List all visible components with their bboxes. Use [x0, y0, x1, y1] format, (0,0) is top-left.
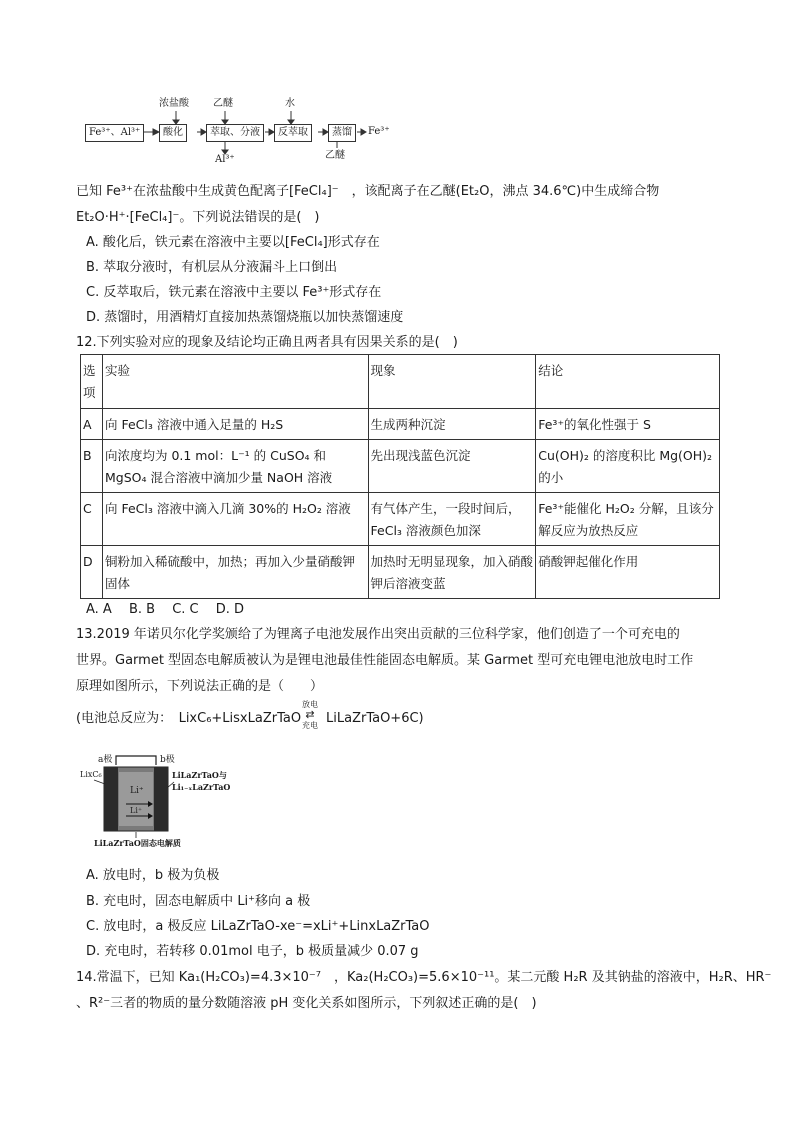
flow-step-back-extract: 反萃取	[274, 124, 312, 142]
q13-stem-line1: 13.2019 年诺贝尔化学奖颁给了为锂离子电池发展作出突出贡献的三位科学家，他们创造了一个可充电的	[76, 627, 680, 642]
fig-caption: LiLaZrTaO固态电解质	[94, 838, 181, 848]
fig-lic6-label: LixC₆	[80, 770, 102, 779]
q12-options: A. A B. B C. C D. D	[86, 602, 245, 617]
row-d-option: D	[81, 546, 103, 599]
q13-stem-line2: 世界。Garmet 型固态电解质被认为是锂电池最佳性能固态电解质。某 Garmet 型可充电锂电池放电时工作	[76, 653, 694, 668]
flow-reagent-water: 水	[285, 98, 295, 109]
fig-b-label: b极	[160, 755, 175, 765]
row-c-conclusion: Fe³⁺能催化 H₂O₂ 分解，且该分解反应为放热反应	[536, 493, 720, 546]
table-row	[81, 409, 720, 440]
header-phenomenon: 现象	[368, 355, 536, 409]
flow-byproduct-al: Al³⁺	[215, 154, 235, 165]
flow-reagent-hcl: 浓盐酸	[159, 98, 189, 109]
q11-stem-line2: Et₂O·H⁺·[FeCl₄]⁻。下列说法错误的是( )	[76, 210, 320, 225]
header-conclusion: 结论	[536, 355, 720, 409]
q14-stem-line1: 14.常温下，已知 Ka₁(H₂CO₃)=4.3×10⁻⁷ ，Ka₂(H₂CO₃)=5.6×10⁻¹¹。某二元酸 H₂R 及其钠盐的溶液中，H₂R、HR⁻	[76, 970, 772, 985]
fig-right-top-label: LiLaZrTaO与	[172, 770, 227, 780]
q11-option-b: B. 萃取分液时，有机层从分液漏斗上口倒出	[86, 260, 338, 275]
row-b-phenomenon: 先出现浅蓝色沉淀	[368, 440, 536, 493]
header-experiment: 实验	[102, 355, 368, 409]
flow-reagent-ether: 乙醚	[213, 98, 233, 109]
q13-stem-line3: 原理如图所示，下列说法正确的是（ ）	[76, 679, 324, 694]
fig-a-label: a极	[98, 755, 113, 765]
header-option: 选项	[81, 355, 103, 409]
reaction-discharge-label: 放电	[302, 700, 318, 709]
table-row	[81, 440, 720, 493]
row-d-phenomenon: 加热时无明显现象，加入硝酸钾后溶液变蓝	[368, 546, 536, 599]
q13-option-b: B. 充电时，固态电解质中 Li⁺移向 a 极	[86, 894, 311, 909]
flow-output: Fe³⁺	[368, 126, 390, 137]
row-c-option: C	[81, 493, 103, 546]
process-flow-diagram	[85, 98, 505, 166]
q12-table	[80, 354, 720, 599]
flow-step-acidify: 酸化	[159, 124, 187, 142]
flow-step-extract: 萃取、分液	[206, 124, 264, 142]
row-c-phenomenon: 有气体产生，一段时间后，FeCl₃ 溶液颜色加深	[368, 493, 536, 546]
row-d-conclusion: 硝酸钾起催化作用	[536, 546, 720, 599]
battery-drawing	[78, 752, 248, 850]
row-a-conclusion: Fe³⁺的氧化性强于 S	[536, 409, 720, 440]
row-d-experiment: 铜粉加入稀硫酸中，加热；再加入少量硝酸钾固体	[102, 546, 368, 599]
table-row	[81, 546, 720, 599]
row-a-option: A	[81, 409, 103, 440]
flow-step-distill: 蒸馏	[328, 124, 356, 142]
q13-option-c: C. 放电时，a 极反应 LiLaZrTaO-xe⁻=xLi⁺+LinxLaZrTaO	[86, 919, 430, 934]
fig-right-bottom-label: Li₁₋ₓLaZrTaO	[172, 782, 231, 792]
reaction-charge-label: 充电	[302, 721, 318, 730]
q11-option-a: A. 酸化后，铁元素在溶液中主要以[FeCl₄]形式存在	[86, 235, 380, 250]
fig-li-ion-2: Li⁺	[130, 806, 143, 815]
double-arrow-icon: ⇄	[305, 708, 315, 721]
q13-reaction-right: LiLaZrTaO+6C)	[326, 711, 424, 726]
q11-option-c: C. 反萃取后，铁元素在溶液中主要以 Fe³⁺形式存在	[86, 285, 382, 300]
q13-reaction-left: (电池总反应为： LixC₆+LisxLaZrTaO	[76, 711, 302, 726]
table-header-row	[81, 355, 720, 409]
row-b-option: B	[81, 440, 103, 493]
row-c-experiment: 向 FeCl₃ 溶液中滴入几滴 30%的 H₂O₂ 溶液	[102, 493, 368, 546]
flow-input-box: Fe³⁺、Al³⁺	[85, 124, 144, 142]
q13-option-d: D. 充电时，若转移 0.01mol 电子，b 极质量减少 0.07 g	[86, 944, 419, 959]
q11-stem-line1: 已知 Fe³⁺在浓盐酸中生成黄色配离子[FeCl₄]⁻ ，该配离子在乙醚(Et₂O，沸点 34.6℃)中生成缔合物	[76, 184, 660, 199]
battery-diagram	[78, 752, 248, 850]
q12-stem: 12.下列实验对应的现象及结论均正确且两者具有因果关系的是( )	[76, 335, 458, 350]
q11-option-d: D. 蒸馏时，用酒精灯直接加热蒸馏烧瓶以加快蒸馏速度	[86, 310, 404, 325]
q13-option-a: A. 放电时，b 极为负极	[86, 868, 220, 883]
row-b-experiment: 向浓度均为 0.1 mol：L⁻¹ 的 CuSO₄ 和 MgSO₄ 混合溶液中滴加少量 NaOH 溶液	[102, 440, 368, 493]
reaction-arrows	[299, 700, 321, 736]
q14-stem-line2: 、R²⁻三者的物质的量分数随溶液 pH 变化关系如图所示，下列叙述正确的是( )	[76, 996, 537, 1011]
row-b-conclusion: Cu(OH)₂ 的溶度积比 Mg(OH)₂ 的小	[536, 440, 720, 493]
fig-li-ion-1: Li⁺	[130, 786, 144, 796]
flow-byproduct-ether: 乙醚	[325, 150, 345, 161]
row-a-experiment: 向 FeCl₃ 溶液中通入足量的 H₂S	[102, 409, 368, 440]
row-a-phenomenon: 生成两种沉淀	[368, 409, 536, 440]
table-row	[81, 493, 720, 546]
